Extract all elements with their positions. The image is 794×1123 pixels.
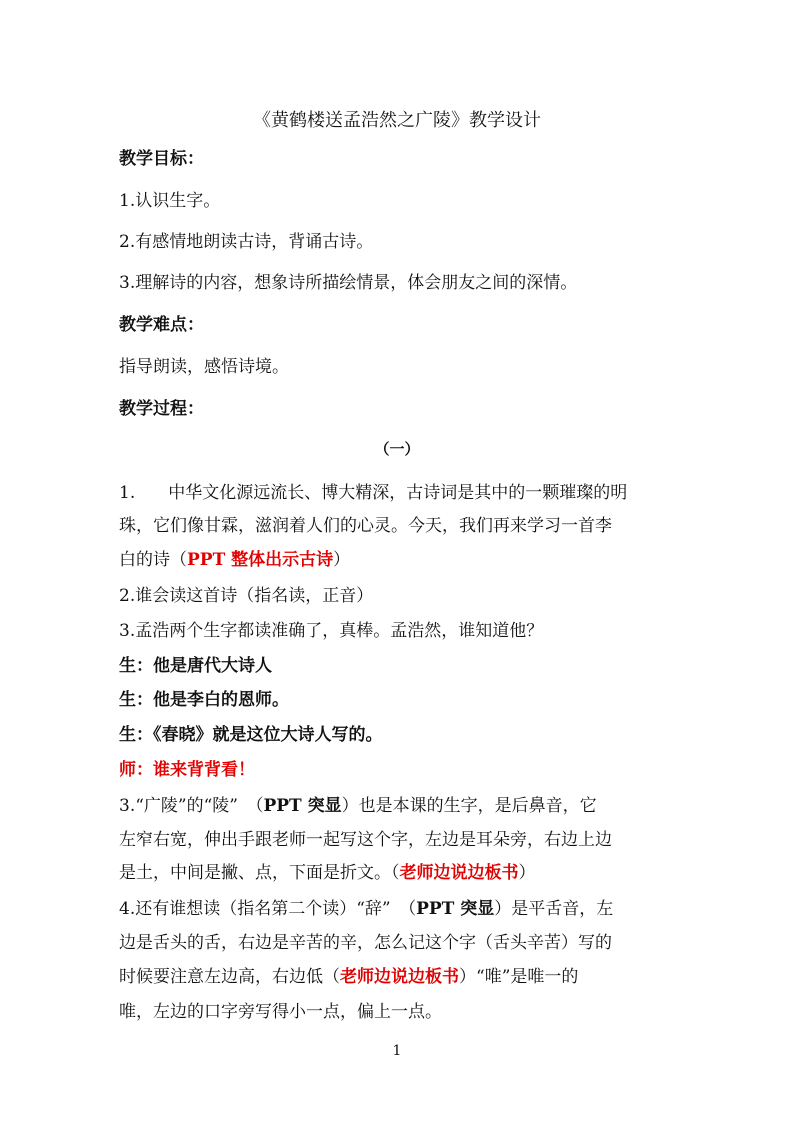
paragraph-1-number: 1. <box>119 483 136 503</box>
ppt-highlight-1: PPT 突显 <box>263 796 342 816</box>
goal-3: 3.理解诗的内容，想象诗所描绘情景，体会朋友之间的深情。 <box>119 273 578 293</box>
paragraph-5-text-1a: 4.还有谁想读（指名第二个读）“辞” （ <box>119 899 417 919</box>
paragraph-5-line-1 <box>119 898 613 920</box>
student-answer-1: 生：他是唐代大诗人 <box>119 656 272 676</box>
paragraph-5-text-1b: ）是平舌音，左 <box>494 899 614 919</box>
paragraph-4-text-1a: 3.“广陵”的“陵” （ <box>119 796 264 816</box>
goals-heading: 教学目标： <box>119 149 204 169</box>
paragraph-4-text-3b: ） <box>518 863 536 883</box>
paragraph-4-line-2: 左窄右宽，伸出手跟老师一起写这个字，左边是耳朵旁，右边上边 <box>119 830 612 850</box>
paragraph-5-line-2: 边是舌头的舌，右边是辛苦的辛，怎么记这个字（舌头辛苦）写的 <box>119 933 612 953</box>
student-answer-2: 生：他是李白的恩师。 <box>119 690 289 710</box>
difficulty-text: 指导朗读，感悟诗境。 <box>119 357 289 377</box>
paragraph-4-line-3 <box>119 862 536 884</box>
paragraph-1-line-3 <box>119 549 350 571</box>
paragraph-4-text-3a: 是土，中间是撇、点，下面是折文。（ <box>119 863 400 883</box>
section-one-label: （一） <box>374 440 420 458</box>
page-number: 1 <box>392 1043 402 1059</box>
board-writing-note-2: 老师边说边板书 <box>340 967 459 987</box>
paragraph-4-line-1 <box>119 795 597 817</box>
paragraph-1-text-1: 中华文化源远流长、博大精深，古诗词是其中的一颗璀璨的明 <box>168 483 628 503</box>
paragraph-5-line-3 <box>119 966 578 988</box>
goal-2: 2.有感情地朗读古诗，背诵古诗。 <box>119 232 374 252</box>
paragraph-5-line-4: 唯，左边的口字旁写得小一点，偏上一点。 <box>119 1002 442 1022</box>
process-heading: 教学过程： <box>119 399 204 419</box>
ppt-highlight-2: PPT 突显 <box>416 899 495 919</box>
student-answer-3: 生：《春晓》就是这位大诗人写的。 <box>119 725 383 745</box>
difficulty-heading: 教学难点： <box>119 315 204 335</box>
paragraph-5-text-3b: ）“唯”是唯一的 <box>459 967 579 987</box>
teacher-prompt: 师：谁来背背看！ <box>119 760 255 780</box>
ppt-instruction: PPT 整体出示古诗 <box>187 550 334 570</box>
paragraph-3: 3.孟浩两个生字都读准确了，真棒。孟浩然，谁知道他？ <box>119 621 544 641</box>
paragraph-1-line-1 <box>119 482 627 504</box>
goal-1: 1.认识生字。 <box>119 191 221 211</box>
paragraph-2: 2.谁会读这首诗（指名读，正音） <box>119 586 374 606</box>
paragraph-1-text-3a: 白的诗（ <box>119 550 187 570</box>
paragraph-1-line-2: 珠，它们像甘霖，滋润着人们的心灵。今天，我们再来学习一首李 <box>119 516 612 536</box>
paragraph-4-text-1b: ）也是本课的生字，是后鼻音，它 <box>341 796 597 816</box>
paragraph-1-text-3b: ） <box>333 550 351 570</box>
paragraph-5-text-3a: 时候要注意左边高，右边低（ <box>119 967 340 987</box>
board-writing-note-1: 老师边说边板书 <box>399 863 519 883</box>
document-title: 《黄鹤楼送孟浩然之广陵》教学设计 <box>253 110 541 131</box>
